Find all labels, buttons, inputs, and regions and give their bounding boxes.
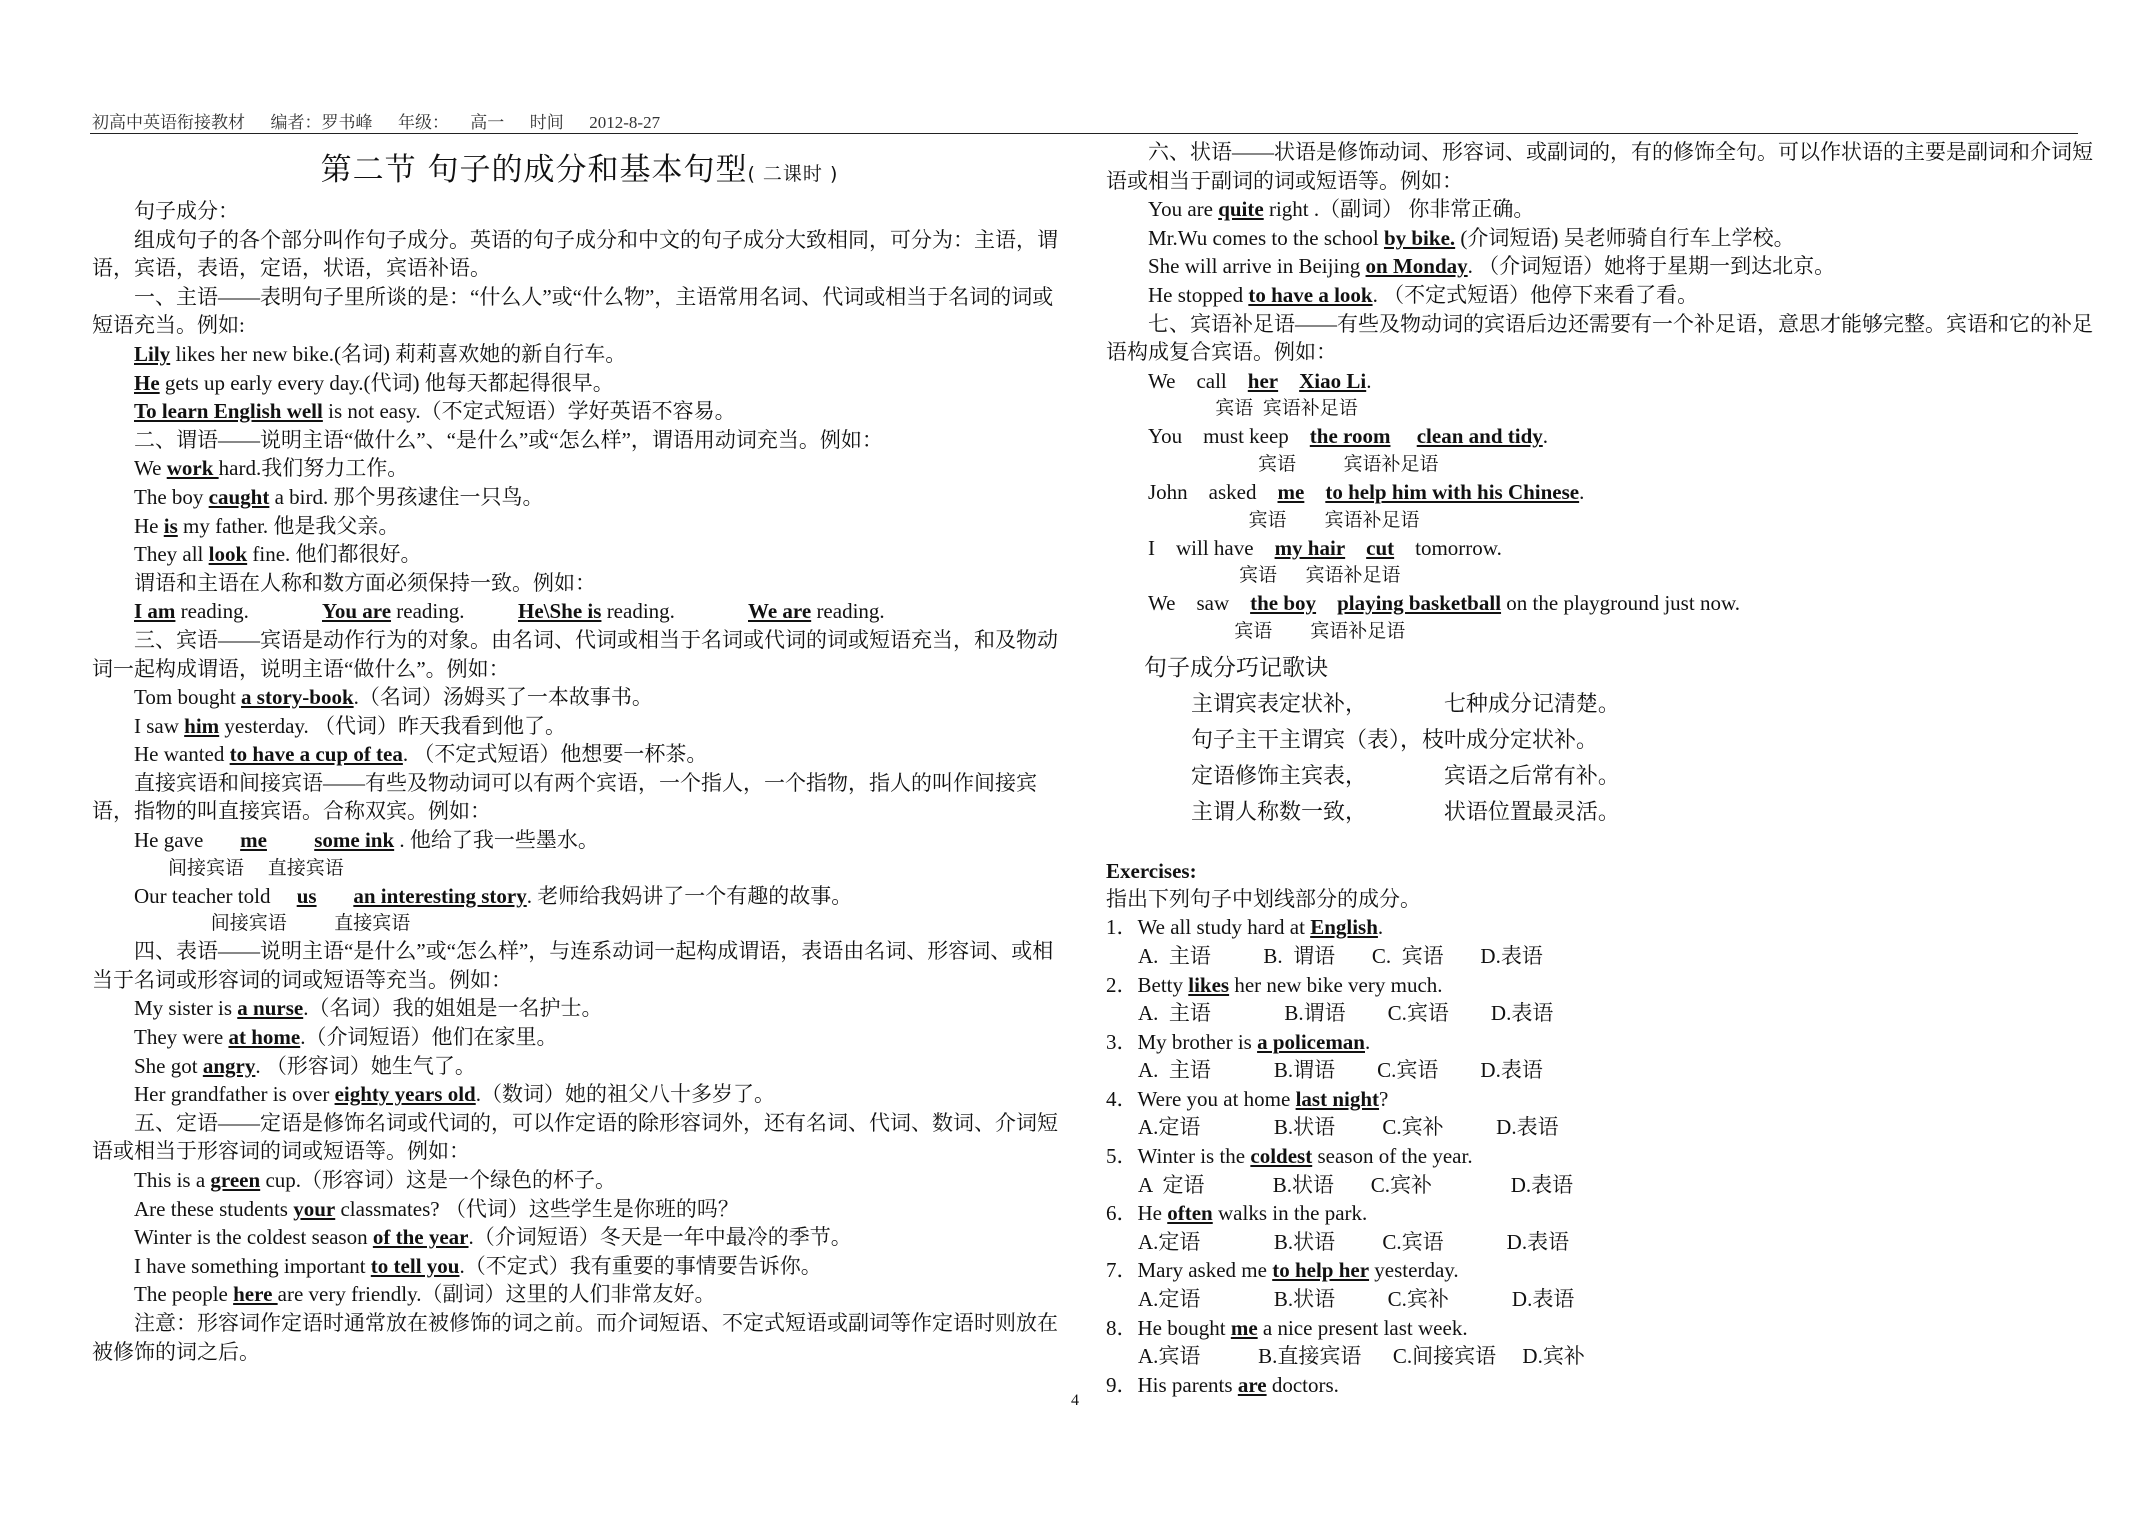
example-text: He stopped <box>1148 282 1249 307</box>
question-text: 9．His parents <box>1106 1372 1238 1397</box>
example-line <box>92 882 1067 911</box>
underlined-part: eighty years old <box>334 1082 476 1107</box>
example-text: . （不定式短语）他想要一杯茶。 <box>402 742 708 767</box>
question-text: 1．We all study hard at <box>1106 915 1311 940</box>
example-line <box>1106 589 2096 618</box>
underlined-part: a nurse <box>237 996 304 1021</box>
example-text: are very friendly.（副词）这里的人们非常友好。 <box>277 1282 716 1307</box>
example-text <box>1304 480 1325 504</box>
grammar-label: 宾语 宾语补足语 <box>1106 509 1420 531</box>
example-text: I will have <box>1148 535 1275 560</box>
question-text: . <box>1365 1029 1371 1054</box>
question <box>1106 1199 2096 1228</box>
underlined-part: him <box>184 713 220 738</box>
example-text: reading. <box>175 599 249 624</box>
underlined-part: to tell you <box>370 1253 460 1278</box>
question-text: 6．He <box>1106 1201 1168 1226</box>
example-line <box>92 1166 1067 1195</box>
example-text: . （介词短语）她将于星期一到达北京。 <box>1467 254 1836 279</box>
example-line <box>92 512 1067 541</box>
section-title-main: 第二节 句子的成分和基本句型 <box>320 152 748 188</box>
example-text: .（介词短语）他们在家里。 <box>300 1025 558 1050</box>
underlined-part: quite <box>1218 197 1264 222</box>
mnemonic-verse-line: 主谓人称数一致， 状语位置最灵活。 <box>1191 799 1620 825</box>
example-line <box>92 712 1067 741</box>
underlined-part: some ink <box>314 828 395 853</box>
underlined-part: caught <box>208 484 270 509</box>
underlined-part: coldest <box>1250 1144 1313 1169</box>
example-text: right .（副词） 你非常正确。 <box>1263 197 1535 222</box>
section-title-sub: ( 二课时 ) <box>747 163 839 185</box>
para-object: 三、宾语——宾语是动作行为的对象。由名词、代词或相当于名词或代词的词或短语充当，和及物动词一起构成谓语，说明主语“做什么”。例如： <box>92 627 1058 681</box>
exercises-instruction: 指出下列句子中划线部分的成分。 <box>1106 886 1421 911</box>
example-text: . 他给了我一些墨水。 <box>394 828 599 853</box>
para-subject: 一、主语——表明句子里所谈的是：“什么人”或“什么物”，主语常用名词、代词或相当于名词的词或短语充当。例如: <box>92 284 1054 338</box>
grammar-label: 间接宾语 直接宾语 <box>92 857 344 879</box>
answer-options: A.定语 B.状语 C.宾补 D.表语 <box>1138 1287 1575 1312</box>
page-header: 初高中英语衔接教材 编者：罗书峰 年级： 高一 时间 2012-8-27 <box>92 113 661 132</box>
example-text: We call <box>1148 368 1248 393</box>
example-text: reading. <box>601 599 675 624</box>
example-text: . <box>1579 479 1585 504</box>
underlined-part: on Monday <box>1365 254 1468 279</box>
question-text: 2．Betty <box>1106 972 1189 997</box>
example-text: They were <box>134 1025 229 1050</box>
example-text <box>1316 591 1337 615</box>
answer-options: A.定语 B.状语 C.宾补 D.表语 <box>1138 1115 1559 1140</box>
example-line <box>1106 478 2096 507</box>
left-column <box>92 138 1067 1366</box>
answer-options: A. 主语 B. 谓语 C. 宾语 D.表语 <box>1138 943 1543 968</box>
exercises-title: Exercises: <box>1106 858 1197 883</box>
example-text: He wanted <box>134 742 230 767</box>
underlined-part: to have a cup of tea <box>229 742 403 767</box>
example-line <box>92 1195 1067 1224</box>
underlined-part: likes <box>1188 972 1230 997</box>
question <box>1106 1256 2096 1285</box>
underlined-part: English <box>1310 915 1378 940</box>
underlined-part: the room <box>1309 424 1391 449</box>
example-text <box>1278 369 1299 393</box>
underlined-part: is <box>163 513 178 538</box>
example-text: He <box>134 513 164 538</box>
underlined-part: to help her <box>1272 1258 1370 1283</box>
example-text: She got <box>134 1053 203 1078</box>
page-number: 4 <box>1071 1392 1079 1409</box>
answer-options: A.定语 B.状语 C.宾语 D.表语 <box>1138 1229 1570 1254</box>
agreement-item <box>134 597 322 626</box>
example-line <box>92 540 1067 569</box>
para-agreement: 谓语和主语在人称和数方面必须保持一致。例如： <box>134 570 596 595</box>
example-line <box>1106 252 2096 281</box>
example-text: . <box>1542 424 1549 449</box>
underlined-part: I am <box>134 599 176 624</box>
example-text: Mr.Wu comes to the school <box>1148 225 1384 250</box>
example-text: She will arrive in Beijing <box>1148 254 1366 279</box>
question <box>1106 1142 2096 1171</box>
example-text: reading. <box>811 599 885 624</box>
example-line <box>92 340 1067 369</box>
question-text: 7．Mary asked me <box>1106 1258 1273 1283</box>
example-line <box>92 397 1067 426</box>
underlined-part: to have a look <box>1248 282 1373 307</box>
underlined-part: me <box>1277 479 1305 504</box>
header-rule <box>90 133 2078 134</box>
example-text: He gave <box>134 828 241 853</box>
example-line <box>92 994 1067 1023</box>
underlined-part: Lily <box>134 341 171 366</box>
example-text <box>1345 536 1366 560</box>
question-text: walks in the park. <box>1212 1201 1368 1226</box>
para-predicative: 四、表语——说明主语“是什么”或“怎么样”，与连系动词一起构成谓语，表语由名词、形容词、或相当于名词或形容词的词或短语等充当。例如： <box>92 939 1054 992</box>
underlined-part: last night <box>1295 1086 1380 1111</box>
underlined-part: the boy <box>1250 591 1317 616</box>
example-line <box>92 1223 1067 1252</box>
underlined-part: green <box>210 1168 261 1192</box>
underlined-part: at home <box>228 1025 301 1050</box>
example-line <box>92 683 1067 712</box>
example-text: gets up early every day.(代词) 他每天都起得很早。 <box>159 370 614 395</box>
example-line <box>1106 422 2096 451</box>
answer-options: A. 主语 B.谓语 C.宾语 D.表语 <box>1138 1001 1554 1026</box>
question-text: yesterday. <box>1369 1258 1459 1283</box>
question-text: her new bike very much. <box>1229 972 1443 997</box>
question <box>1106 913 2096 942</box>
underlined-part: He\She is <box>518 599 602 624</box>
example-text: John asked <box>1148 479 1278 504</box>
example-line <box>92 1023 1067 1052</box>
example-text: The people <box>134 1282 234 1307</box>
underlined-part: me <box>240 828 267 853</box>
answer-options: A.宾语 B.直接宾语 C.间接宾语 D.宾补 <box>1138 1344 1585 1369</box>
example-line <box>1106 534 2096 563</box>
question <box>1106 1028 2096 1057</box>
mnemonic-verse-line: 句子主干主谓宾（表），枝叶成分定状补。 <box>1191 727 1599 753</box>
underlined-part: her <box>1247 368 1279 393</box>
example-text: They all <box>134 542 209 567</box>
example-text: . （不定式短语）他停下来看了看。 <box>1372 282 1699 307</box>
agreement-examples <box>92 597 1067 626</box>
para-object-complement: 七、宾语补足语——有些及物动词的宾语后边还需要有一个补足语，意思才能够完整。宾语和它的补足语构成复合宾语。例如： <box>1106 311 2093 365</box>
example-line <box>1106 281 2096 310</box>
example-text: .（数词）她的祖父八十多岁了。 <box>475 1082 775 1107</box>
question-text: ? <box>1379 1086 1389 1111</box>
underlined-part: by bike. <box>1383 225 1456 250</box>
example-text <box>1390 424 1416 448</box>
underlined-part: cut <box>1366 535 1395 560</box>
grammar-label: 宾语 宾语补足语 <box>1106 453 1439 475</box>
example-text: I have something important <box>134 1253 371 1278</box>
example-text: .（名词）我的姐姐是一名护士。 <box>303 996 603 1021</box>
underlined-part: a policeman <box>1257 1029 1365 1054</box>
example-text: my father. 他是我父亲。 <box>177 513 400 538</box>
underlined-part: my hair <box>1274 535 1346 560</box>
example-line <box>92 1080 1067 1109</box>
example-text: The boy <box>134 484 209 509</box>
underlined-part: here <box>233 1282 278 1307</box>
example-text: Winter is the coldest season <box>134 1225 373 1250</box>
underlined-part: To learn English well <box>134 399 323 424</box>
example-text: likes her new bike.(名词) 莉莉喜欢她的新自行车。 <box>170 341 627 366</box>
grammar-label: 宾语 宾语补足语 <box>1106 565 1401 587</box>
underlined-part: playing basketball <box>1337 591 1502 616</box>
underlined-part: angry <box>202 1053 256 1078</box>
example-text: We <box>134 456 167 481</box>
underlined-part: You are <box>322 599 392 624</box>
example-text: fine. 他们都很好。 <box>247 542 422 567</box>
example-text: (介词短语) 吴老师骑自行车上学校。 <box>1455 225 1795 250</box>
grammar-label: 间接宾语 直接宾语 <box>92 913 411 935</box>
para-intro: 组成句子的各个部分叫作句子成分。英语的句子成分和中文的句子成分大致相同，可分为：主语，谓语，宾语，表语，定语，状语，宾语补语。 <box>92 227 1058 281</box>
example-text: . <box>1366 368 1372 393</box>
question-text: a nice present last week. <box>1257 1315 1468 1340</box>
para-attribute: 五、定语——定语是修饰名词或代词的，可以作定语的除形容词外，还有名词、代词、数词、介词短语或相当于形容词的词或短语等。例如： <box>92 1110 1058 1164</box>
example-line <box>92 740 1067 769</box>
mnemonic-verse-line: 主谓宾表定状补， 七种成分记清楚。 <box>1191 691 1620 717</box>
example-text: is not easy.（不定式短语）学好英语不容易。 <box>322 399 736 424</box>
example-text: You are <box>1148 197 1219 222</box>
example-text: Are these students <box>134 1196 294 1221</box>
example-line <box>1106 367 2096 396</box>
example-text: cup.（形容词）这是一个绿色的杯子。 <box>260 1168 617 1192</box>
example-line <box>92 1280 1067 1309</box>
example-text <box>317 884 354 908</box>
section-title <box>92 144 1067 189</box>
agreement-item <box>518 597 748 626</box>
underlined-part: Xiao Li <box>1299 368 1367 393</box>
example-line <box>92 369 1067 398</box>
example-text: We saw <box>1148 591 1251 616</box>
para-predicate: 二、谓语——说明主语“做什么”、“是什么”或“怎么样”，谓语用动词充当。例如： <box>134 427 883 452</box>
question <box>1106 1085 2096 1114</box>
underlined-part: to help him with his Chinese <box>1325 479 1580 504</box>
answer-options: A. 主语 B.谓语 C.宾语 D.表语 <box>1138 1058 1543 1083</box>
example-line <box>92 1052 1067 1081</box>
example-text: classmates? （代词）这些学生是你班的吗？ <box>335 1196 739 1221</box>
para-adverbial: 六、状语——状语是修饰动词、形容词、或副词的，有的修饰全句。可以作状语的主要是副词和介词短语或相当于副词的词或短语等。例如： <box>1106 140 2093 193</box>
underlined-part: clean and tidy <box>1416 424 1543 449</box>
example-text <box>267 828 314 852</box>
underlined-part: look <box>208 542 248 567</box>
example-text: I saw <box>134 713 185 738</box>
example-text: This is a <box>134 1168 211 1192</box>
underlined-part: me <box>1230 1315 1258 1340</box>
example-text: Our teacher told <box>134 883 297 908</box>
example-text: a bird. 那个男孩逮住一只鸟。 <box>269 484 544 509</box>
underlined-part: He <box>134 370 160 395</box>
example-line <box>1106 195 2096 224</box>
mnemonic-title: 句子成分巧记歌诀 <box>1144 654 1328 681</box>
example-text: reading. <box>391 599 465 624</box>
question <box>1106 971 2096 1000</box>
para-label: 句子成分： <box>134 199 239 223</box>
para-double-object: 直接宾语和间接宾语——有些及物动词可以有两个宾语，一个指人，一个指物，指人的叫作间接宾语，指物的叫直接宾语。合称双宾。例如： <box>92 770 1037 824</box>
question-text: 5．Winter is the <box>1106 1144 1251 1169</box>
grammar-label: 宾语 宾语补足语 <box>1106 620 1406 642</box>
answer-options: A 定语 B.状语 C.宾补 D.表语 <box>1138 1172 1574 1197</box>
underlined-part: often <box>1167 1201 1213 1226</box>
underlined-part: your <box>293 1196 336 1221</box>
question-text: . <box>1377 915 1384 940</box>
example-line <box>92 826 1067 855</box>
agreement-item <box>322 597 518 626</box>
question-text: 3．My brother is <box>1106 1029 1258 1054</box>
example-text: Tom bought <box>134 685 242 710</box>
example-line <box>92 1252 1067 1281</box>
example-text: . 老师给我妈讲了一个有趣的故事。 <box>526 883 853 908</box>
underlined-part: us <box>296 883 317 908</box>
example-text: yesterday. （代词）昨天我看到他了。 <box>219 713 567 738</box>
question-text: season of the year. <box>1312 1144 1473 1169</box>
example-line <box>92 454 1067 483</box>
example-text: tomorrow. <box>1394 535 1502 560</box>
underlined-part: of the year <box>372 1225 469 1250</box>
mnemonic-verse-line: 定语修饰主宾表， 宾语之后常有补。 <box>1191 763 1620 789</box>
question-text: doctors. <box>1266 1372 1339 1397</box>
underlined-part: work <box>166 456 219 481</box>
example-text: . （形容词）她生气了。 <box>255 1053 476 1078</box>
underlined-part: are <box>1237 1372 1267 1397</box>
example-text: .（名词）汤姆买了一本故事书。 <box>353 685 653 710</box>
example-text: .（不定式）我有重要的事情要告诉你。 <box>459 1253 822 1278</box>
example-text: You must keep <box>1148 424 1310 449</box>
right-column <box>1106 138 2096 1399</box>
para-note: 注意：形容词作定语时通常放在被修饰的词之前。而介词短语、不定式短语或副词等作定语时则放在被修饰的词之后。 <box>92 1310 1058 1364</box>
example-text: My sister is <box>134 996 238 1021</box>
example-line <box>92 483 1067 512</box>
question <box>1106 1314 2096 1343</box>
underlined-part: an interesting story <box>353 883 527 908</box>
question-text: 4．Were you at home <box>1106 1086 1296 1111</box>
example-line <box>1106 224 2096 253</box>
question-text: 8．He bought <box>1106 1315 1231 1340</box>
example-text: hard.我们努力工作。 <box>218 456 409 481</box>
example-text: Her grandfather is over <box>134 1082 335 1107</box>
underlined-part: We are <box>748 599 812 624</box>
grammar-label: 宾语 宾语补足语 <box>1106 398 1358 420</box>
agreement-item <box>748 599 885 623</box>
example-text: .（介词短语）冬天是一年中最冷的季节。 <box>468 1225 852 1250</box>
underlined-part: a story-book <box>241 685 354 710</box>
example-text: on the playground just now. <box>1501 591 1740 616</box>
